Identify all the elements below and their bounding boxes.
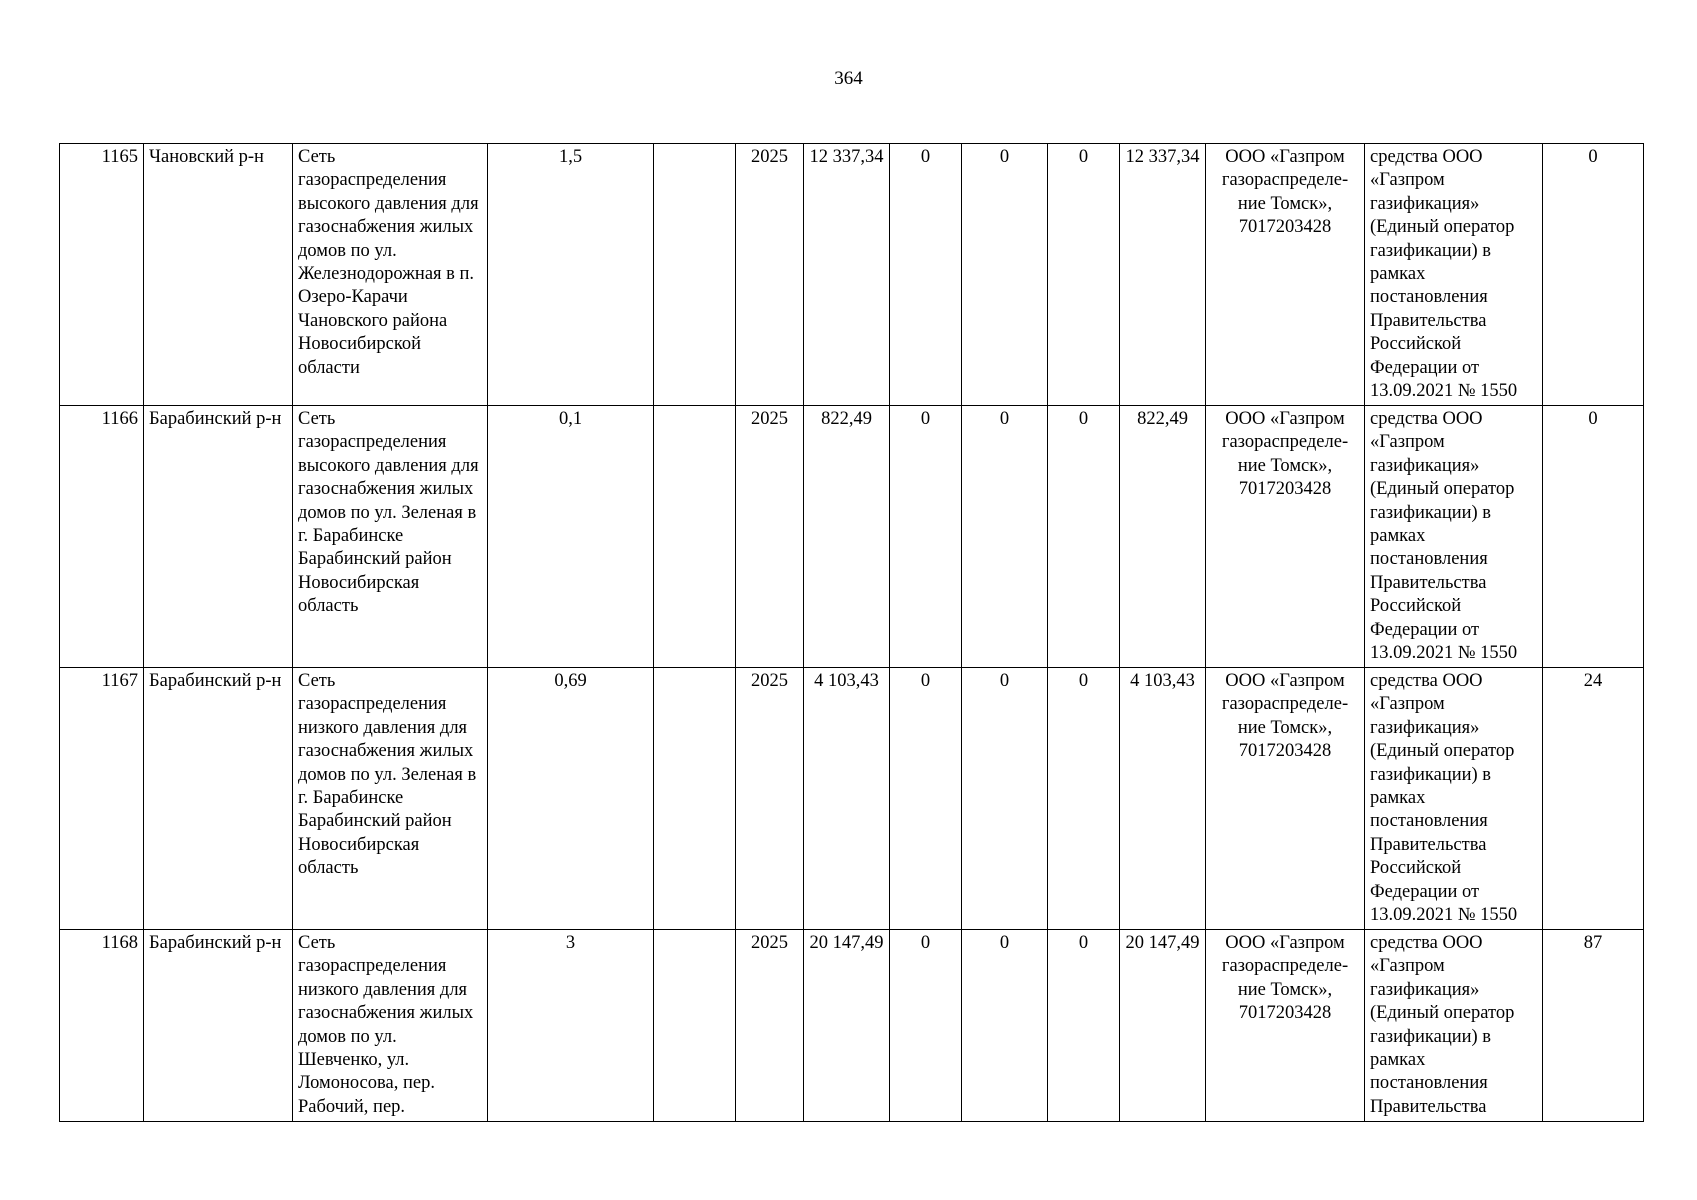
value-cell: 0 (890, 406, 962, 668)
year-cell: 2025 (736, 406, 804, 668)
row-number: 1167 (60, 668, 144, 930)
funding-source-cell: средства ООО «Газпром газификация» (Единый оператор газификации) в рамках постановления Правительства Российской Федерации от 13.09.2021 № 1550 (1365, 406, 1543, 668)
empty-cell (654, 406, 736, 668)
organization-cell: ООО «Газпром газораспределе-ние Томск», 7017203428 (1206, 406, 1365, 668)
district-cell: Барабинский р-н (144, 406, 293, 668)
district-cell: Чановский р-н (144, 144, 293, 406)
funding-source-cell: средства ООО «Газпром газификация» (Единый оператор газификации) в рамках постановления Правительства (1365, 930, 1543, 1122)
row-number: 1165 (60, 144, 144, 406)
value-cell: 0 (1048, 668, 1120, 930)
total-cost-cell: 20 147,49 (804, 930, 890, 1122)
district-cell: Барабинский р-н (144, 930, 293, 1122)
total-cost-cell: 12 337,34 (804, 144, 890, 406)
organization-cell: ООО «Газпром газораспределе-ние Томск», 7017203428 (1206, 144, 1365, 406)
object-name-cell: Сеть газораспределения низкого давления для газоснабжения жилых домов по ул. Зеленая в г. Барабинске Барабинский район Новосибирская область (293, 668, 488, 930)
length-cell: 0,69 (488, 668, 654, 930)
value-cell: 12 337,34 (1120, 144, 1206, 406)
object-name-cell: Сеть газораспределения высокого давления для газоснабжения жилых домов по ул. Железнодорожная в п. Озеро-Карачи Чановского района Новосибирской области (293, 144, 488, 406)
value-cell: 0 (962, 406, 1048, 668)
value-cell: 0 (1048, 144, 1120, 406)
value-cell: 0 (890, 930, 962, 1122)
total-cost-cell: 4 103,43 (804, 668, 890, 930)
last-value-cell: 24 (1543, 668, 1644, 930)
length-cell: 0,1 (488, 406, 654, 668)
row-number: 1168 (60, 930, 144, 1122)
last-value-cell: 0 (1543, 144, 1644, 406)
value-cell: 4 103,43 (1120, 668, 1206, 930)
value-cell: 20 147,49 (1120, 930, 1206, 1122)
object-name-cell: Сеть газораспределения высокого давления для газоснабжения жилых домов по ул. Зеленая в г. Барабинске Барабинский район Новосибирская область (293, 406, 488, 668)
value-cell: 822,49 (1120, 406, 1206, 668)
table-row (60, 144, 1644, 406)
value-cell: 0 (962, 930, 1048, 1122)
page-number: 364 (834, 68, 863, 89)
organization-cell: ООО «Газпром газораспределе-ние Томск», 7017203428 (1206, 668, 1365, 930)
length-cell: 3 (488, 930, 654, 1122)
length-cell: 1,5 (488, 144, 654, 406)
value-cell: 0 (890, 668, 962, 930)
funding-source-cell: средства ООО «Газпром газификация» (Единый оператор газификации) в рамках постановления Правительства Российской Федерации от 13.09.2021 № 1550 (1365, 144, 1543, 406)
value-cell: 0 (962, 668, 1048, 930)
year-cell: 2025 (736, 930, 804, 1122)
row-number: 1166 (60, 406, 144, 668)
object-name-cell: Сеть газораспределения низкого давления для газоснабжения жилых домов по ул. Шевченко, ул. Ломоносова, пер. Рабочий, пер. (293, 930, 488, 1122)
empty-cell (654, 930, 736, 1122)
value-cell: 0 (962, 144, 1048, 406)
empty-cell (654, 144, 736, 406)
funding-source-cell: средства ООО «Газпром газификация» (Единый оператор газификации) в рамках постановления Правительства Российской Федерации от 13.09.2021 № 1550 (1365, 668, 1543, 930)
empty-cell (654, 668, 736, 930)
table-row (60, 668, 1644, 930)
value-cell: 0 (1048, 406, 1120, 668)
district-cell: Барабинский р-н (144, 668, 293, 930)
year-cell: 2025 (736, 668, 804, 930)
value-cell: 0 (890, 144, 962, 406)
total-cost-cell: 822,49 (804, 406, 890, 668)
table-row (60, 930, 1644, 1122)
year-cell: 2025 (736, 144, 804, 406)
last-value-cell: 87 (1543, 930, 1644, 1122)
value-cell: 0 (1048, 930, 1120, 1122)
table-row (60, 406, 1644, 668)
last-value-cell: 0 (1543, 406, 1644, 668)
gas-network-table (59, 143, 1644, 1122)
organization-cell: ООО «Газпром газораспределе-ние Томск», 7017203428 (1206, 930, 1365, 1122)
